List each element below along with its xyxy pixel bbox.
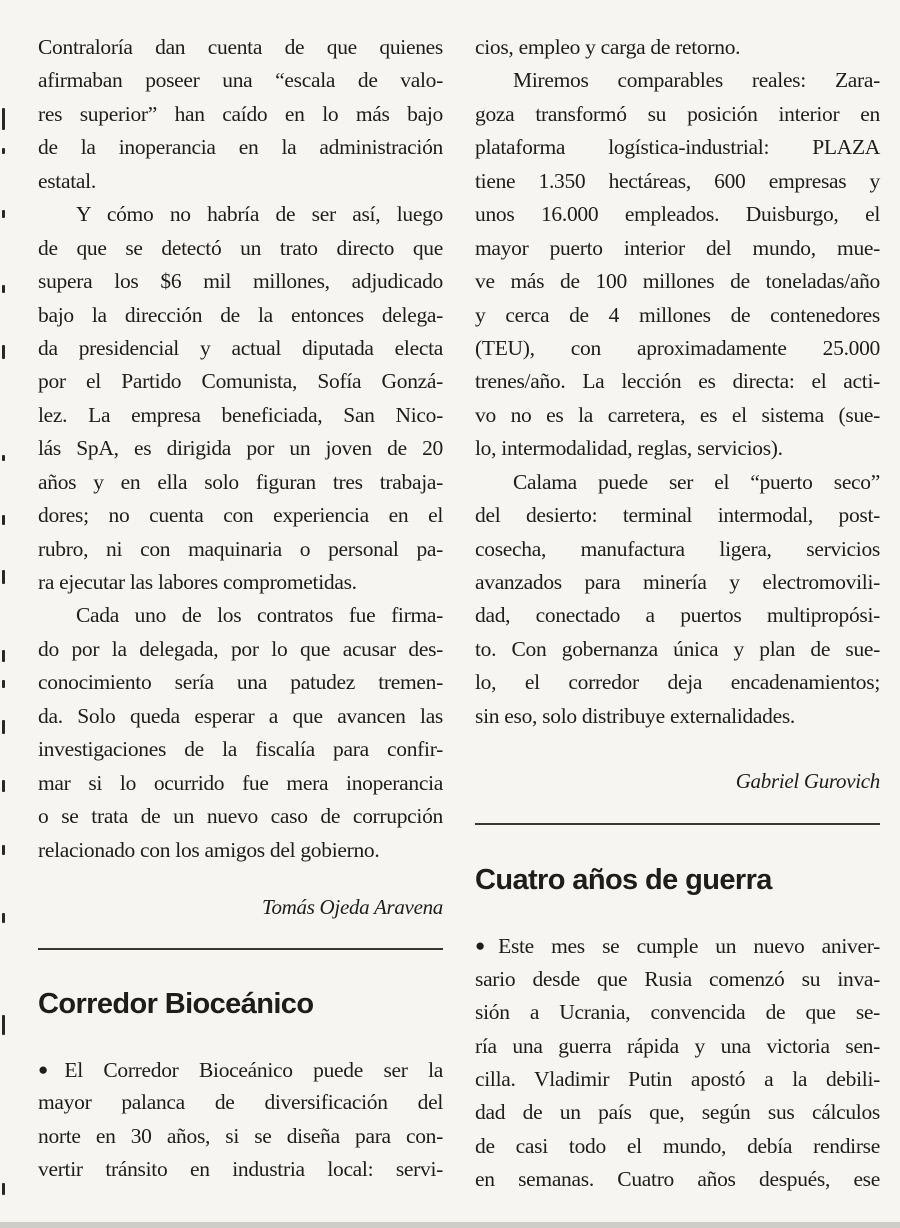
right-column xyxy=(475,0,880,1197)
text-line: lo, intermodalidad, reglas, servicios). xyxy=(475,436,783,461)
text-line xyxy=(38,1053,443,1086)
text-line: goza transformó su posición interior en xyxy=(475,101,880,126)
text-line: mar si lo ocurrido fue mera inoperancia xyxy=(38,770,443,795)
text-line: afirmaban poseer una “escala de valo- xyxy=(38,68,443,93)
page-bottom-edge xyxy=(0,1222,900,1228)
text-line-content: El Corredor Bioceánico puede ser la xyxy=(64,1057,443,1082)
text-line: dad de un país que, según sus cálculos xyxy=(475,1100,880,1125)
text-line: cilla. Vladimir Putin apostó a la debili- xyxy=(475,1066,880,1091)
text-line: do por la delegada, por lo que acusar des- xyxy=(38,636,443,661)
text-line: avanzados para minería y electromovili- xyxy=(475,570,880,594)
author-signature: Gabriel Gurovich xyxy=(735,769,880,794)
text-line: de que se detectó un trato directo que xyxy=(38,235,443,260)
author-signature: Tomás Ojeda Aravena xyxy=(262,894,443,919)
text-line: dores; no cuenta con experiencia en el xyxy=(38,503,443,528)
text-line: plataforma logística-industrial: PLAZA xyxy=(475,135,880,160)
text-line: da presidencial y actual diputada electa xyxy=(38,335,443,360)
letter-body xyxy=(38,1053,443,1187)
letter-continuation-body xyxy=(475,0,880,733)
section-divider xyxy=(475,823,880,825)
letter-headline: Cuatro años de guerra xyxy=(475,864,772,897)
text-line: de casi todo el mundo, debía rendirse xyxy=(475,1133,880,1158)
text-line: Miremos comparables reales: Zara- xyxy=(513,68,880,93)
text-line: Cada uno de los contratos fue firma- xyxy=(76,603,443,628)
text-line: en semanas. Cuatro años después, ese xyxy=(475,1167,880,1192)
bullet-icon: ● xyxy=(475,936,498,956)
adjacent-column-fragments xyxy=(0,0,14,1228)
text-line: Contraloría dan cuenta de que quienes xyxy=(38,35,443,59)
text-line: sario desde que Rusia comenzó su inva- xyxy=(475,966,880,991)
text-line: vo no es la carretera, es el sistema (sue- xyxy=(475,402,880,427)
text-line: o se trata de un nuevo caso de corrupción xyxy=(38,804,443,829)
text-line: supera los $6 mil millones, adjudicado xyxy=(38,269,443,294)
text-line: investigaciones de la fiscalía para confir- xyxy=(38,737,443,762)
text-line: lás SpA, es dirigida por un joven de 20 xyxy=(38,436,443,461)
text-line: rubro, ni con maquinaria o personal pa- xyxy=(38,536,443,561)
text-line: estatal. xyxy=(38,168,96,193)
text-line: (TEU), con aproximadamente 25.000 xyxy=(475,335,880,360)
text-line: y cerca de 4 millones de contenedores xyxy=(475,302,880,327)
text-line xyxy=(475,929,880,962)
text-line: del desierto: terminal intermodal, post- xyxy=(475,503,880,528)
text-line: Y cómo no habría de ser así, luego xyxy=(76,202,443,227)
text-line: ría una guerra rápida y una victoria sen- xyxy=(475,1033,880,1058)
text-line: mayor puerto interior del mundo, mue- xyxy=(475,235,880,260)
text-line: lo, el corredor deja encadenamientos; xyxy=(475,670,880,695)
text-line-content: Este mes se cumple un nuevo aniver- xyxy=(498,934,880,959)
text-line: sión a Ucrania, convencida de que se- xyxy=(475,1000,880,1025)
text-line: conocimiento sería una patudez tremen- xyxy=(38,670,443,695)
text-line: cios, empleo y carga de retorno. xyxy=(475,35,741,59)
text-line: unos 16.000 empleados. Duisburgo, el xyxy=(475,202,880,227)
text-line: Calama puede ser el “puerto seco” xyxy=(513,469,880,494)
text-line: relacionado con los amigos del gobierno. xyxy=(38,837,380,862)
text-line: años y en ella solo figuran tres trabaja- xyxy=(38,469,443,494)
article-end-body xyxy=(38,0,443,867)
left-column xyxy=(38,0,443,1187)
text-line: trenes/año. La lección es directa: el acti- xyxy=(475,369,880,394)
letter-body xyxy=(475,929,880,1197)
text-line: bajo la dirección de la entonces delega- xyxy=(38,302,443,327)
text-line: ve más de 100 millones de toneladas/año xyxy=(475,269,880,294)
text-line: lez. La empresa beneficiada, San Nico- xyxy=(38,402,443,427)
text-line: ra ejecutar las labores comprometidas. xyxy=(38,570,357,594)
text-line: dad, conectado a puertos multipropósi- xyxy=(475,603,880,628)
text-line: to. Con gobernanza única y plan de sue- xyxy=(475,636,880,661)
text-line: norte en 30 años, si se diseña para con- xyxy=(38,1123,443,1148)
text-line: da. Solo queda esperar a que avancen las xyxy=(38,703,443,728)
text-line: cosecha, manufactura ligera, servicios xyxy=(475,536,880,561)
text-line: por el Partido Comunista, Sofía Gonzá- xyxy=(38,369,443,394)
section-divider xyxy=(38,948,443,950)
text-line: vertir tránsito en industria local: servi- xyxy=(38,1157,443,1182)
text-line: res superior” han caído en lo más bajo xyxy=(38,101,443,126)
text-line: tiene 1.350 hectáreas, 600 empresas y xyxy=(475,168,880,193)
text-line: sin eso, solo distribuye externalidades. xyxy=(475,703,795,728)
bullet-icon: ● xyxy=(38,1059,64,1079)
text-line: de la inoperancia en la administración xyxy=(38,135,443,160)
letter-headline: Corredor Bioceánico xyxy=(38,987,314,1020)
text-line: mayor palanca de diversificación del xyxy=(38,1090,443,1115)
